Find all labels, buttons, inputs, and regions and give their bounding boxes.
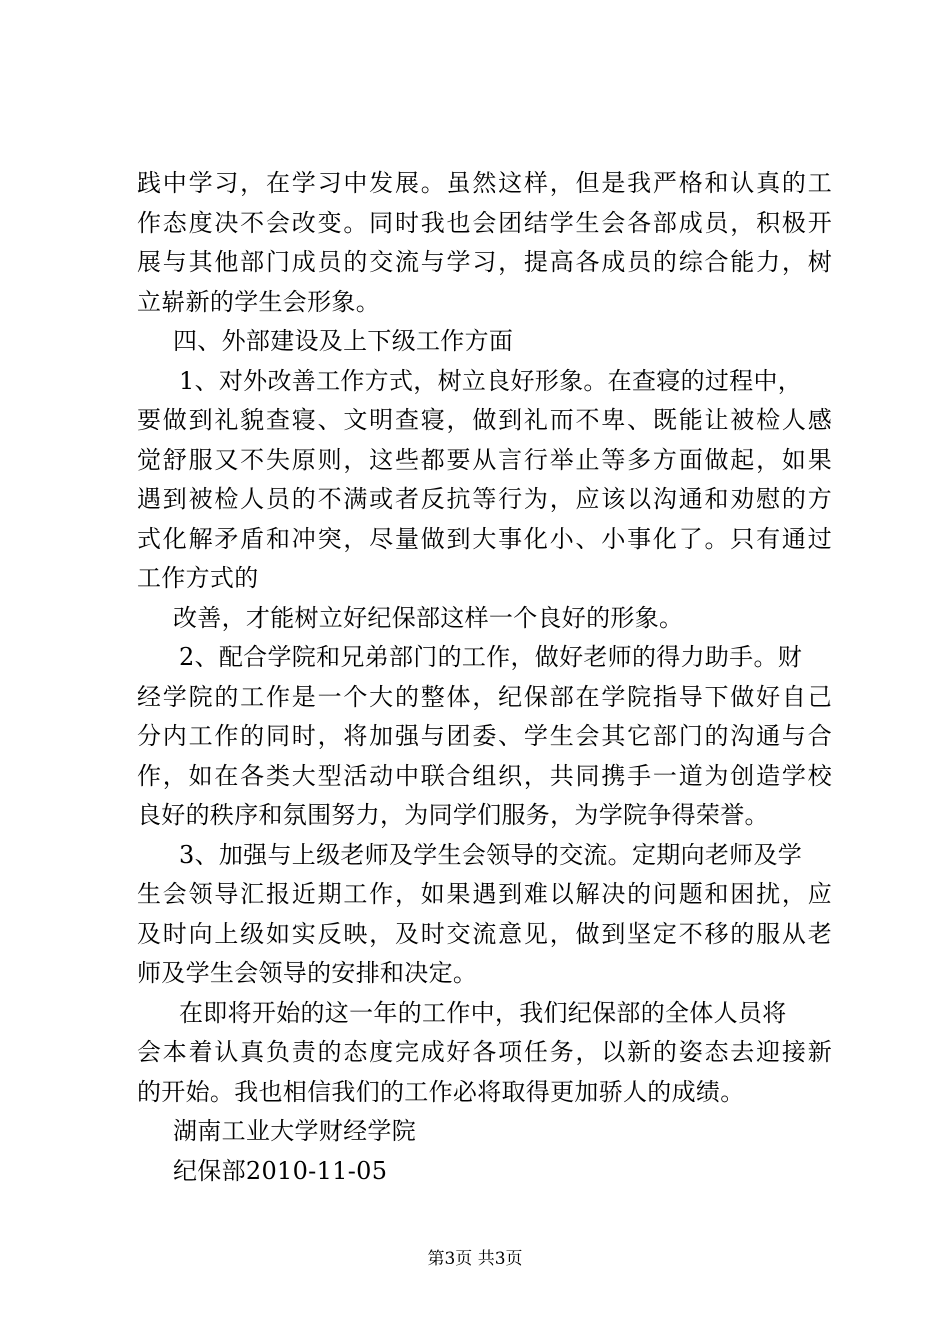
paragraph-4-line-4: 作，如在各类大型活动中联合组织，共同携手一道为创造学校: [137, 761, 832, 790]
paragraph-4-line-1: 2、配合学院和兄弟部门的工作，做好老师的得力助手。财: [179, 643, 803, 671]
paragraph-4-line-3: 分内工作的同时，将加强与团委、学生会其它部门的沟通与合: [137, 722, 832, 750]
document-body: [137, 164, 837, 1191]
paragraph-5-line-2: 生会领导汇报近期工作，如果遇到难以解决的问题和困扰，应: [137, 880, 832, 908]
paragraph-1-line-4: 立崭新的学生会形象。: [137, 287, 380, 316]
paragraph-2-line-3: 觉舒服又不失原则，这些都要从言行举止等多方面做起，如果: [137, 445, 832, 474]
paragraph-2-line-5: 式化解矛盾和冲突，尽量做到大事化小、小事化了。只有通过: [137, 524, 832, 553]
paragraph-3-line-1: 改善，才能树立好纪保部这样一个良好的形象。: [173, 603, 684, 632]
paragraph-1-line-2: 作态度决不会改变。同时我也会团结学生会各部成员，积极开: [137, 208, 832, 237]
signature-department-date: 纪保部2010-11-05: [173, 1156, 388, 1185]
paragraph-5-line-4: 师及学生会领导的安排和决定。: [137, 959, 478, 987]
paragraph-1-line-3: 展与其他部门成员的交流与学习，提高各成员的综合能力，树: [137, 248, 832, 276]
paragraph-2-line-2: 要做到礼貌查寝、文明查寝，做到礼而不卑、既能让被检人感: [137, 406, 832, 434]
paragraph-4-line-5: 良好的秩序和氛围努力，为同学们服务，为学院争得荣誉。: [137, 801, 769, 829]
section-heading-4: 四、外部建设及上下级工作方面: [173, 327, 514, 355]
paragraph-6-line-3: 的开始。我也相信我们的工作必将取得更加骄人的成绩。: [137, 1077, 745, 1106]
paragraph-5-line-1: 3、加强与上级老师及学生会领导的交流。定期向老师及学: [179, 840, 803, 869]
page-number-footer: 第3页 共3页: [427, 1249, 523, 1269]
paragraph-2-line-6: 工作方式的: [137, 564, 259, 592]
paragraph-4-line-2: 经学院的工作是一个大的整体，纪保部在学院指导下做好自己: [137, 682, 832, 711]
paragraph-6-line-2: 会本着认真负责的态度完成好各项任务，以新的姿态去迎接新: [137, 1038, 832, 1066]
paragraph-2-line-1: 1、对外改善工作方式，树立良好形象。在查寝的过程中，: [179, 366, 803, 395]
paragraph-1-line-1: 践中学习，在学习中发展。虽然这样，但是我严格和认真的工: [137, 169, 832, 197]
paragraph-6-line-1: 在即将开始的这一年的工作中，我们纪保部的全体人员将: [179, 998, 787, 1027]
paragraph-2-line-4: 遇到被检人员的不满或者反抗等行为，应该以沟通和劝慰的方: [137, 485, 832, 513]
paragraph-5-line-3: 及时向上级如实反映，及时交流意见，做到坚定不移的服从老: [137, 919, 832, 948]
signature-organization: 湖南工业大学财经学院: [173, 1117, 416, 1145]
